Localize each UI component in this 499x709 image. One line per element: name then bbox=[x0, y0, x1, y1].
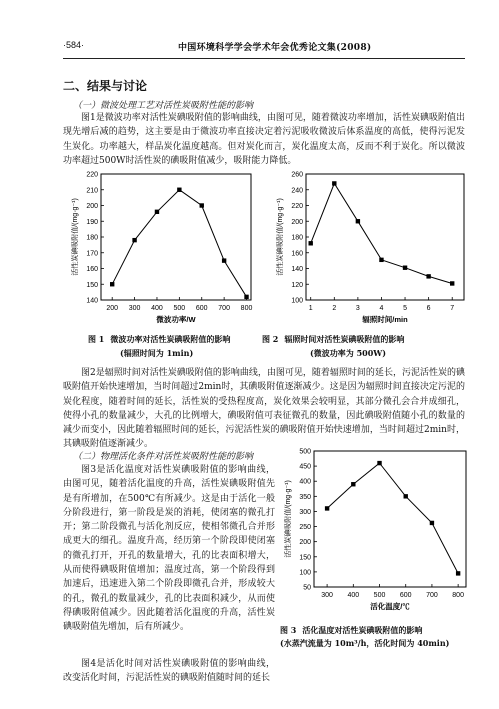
y-tick-label: 180 bbox=[86, 234, 98, 242]
paragraph-2: 图2是辐照时间对活性炭碘吸附值的影响曲线，由图可见，随着辐照时间的延长，污泥活性炭的碘吸附值开始快速增加，当时间超过2min时，其碘吸附值逐渐减少。这是因为辐照时间直接决定污泥的炭化程度，随着时间的延长，活性炭的受热程度高，炭化效果会较明显，其部分微孔会合并成细孔，使得小孔的数量减少，大孔的比例增大，碘吸附值可表征微孔的数量，因此碘吸附值随小孔的数量的减少而变小，因此随着辐照时间的延长，污泥活性炭的碘吸附值开始快速增加，当时间超过2min时，其碘吸附值逐渐减少。 bbox=[63, 368, 465, 450]
x-tick-label: 600 bbox=[399, 592, 412, 599]
x-tick-label: 800 bbox=[240, 305, 253, 312]
x-tick-label: 7 bbox=[450, 305, 455, 312]
series-line bbox=[311, 183, 453, 283]
data-point bbox=[200, 203, 204, 207]
y-tick-label: 220 bbox=[291, 203, 303, 210]
x-tick-label: 4 bbox=[379, 305, 384, 312]
x-tick-label: 1 bbox=[308, 305, 313, 312]
plot-frame bbox=[314, 451, 466, 587]
y-tick-label: 200 bbox=[291, 218, 303, 226]
figure-3-caption-text: 活化温度对活性炭碘吸附值的影响 bbox=[302, 625, 423, 635]
y-tick-label: 150 bbox=[299, 554, 311, 562]
figure-3-caption-sub: (水蒸汽流量为 10m³/h，活化时间为 40min) bbox=[280, 638, 450, 648]
data-point bbox=[325, 506, 329, 510]
y-tick-label: 240 bbox=[291, 187, 303, 195]
page-number: ·584· bbox=[63, 40, 85, 50]
data-point bbox=[222, 258, 226, 262]
data-point bbox=[426, 274, 430, 278]
series-line bbox=[327, 463, 458, 573]
data-point bbox=[450, 281, 454, 285]
paragraph-3: 图3是活化温度对活性炭碘吸附值的影响曲线，由图可见，随着活化温度的升高，活性炭碘吸附值先是有所增加，在500℃有所减少。这是由于活化一般分阶段进行，第一阶段是炭的消耗，使闭塞的微孔打开；第二阶段微孔与活化剂反应，使相邻微孔合并形成更大的细孔。温度升高，经历第一个阶段即使闭塞的微孔打开，开孔的数量增大，孔的比表面积增大，从而使得碘吸附值增加；温度过高，第一个阶段得到加速后，迅速进入第二个阶段即微孔合并，形成较大的孔，微孔的数量减少，孔的比表面积减少，从而使得碘吸附值减少。因此随着活化温度的升高，活性炭碘吸附值先增加，后有所减少。 bbox=[63, 465, 275, 633]
paragraph-4: 图4是活化时间对活性炭碘吸附值的影响曲线，改变活化时间，污泥活性炭的碘吸附值随时间的延长 bbox=[63, 659, 275, 684]
y-tick-label: 140 bbox=[291, 266, 303, 273]
y-tick-label: 100 bbox=[299, 569, 311, 577]
x-tick-label: 200 bbox=[106, 305, 119, 312]
data-point bbox=[332, 181, 336, 185]
x-axis-label: 微波功率/W bbox=[156, 315, 196, 324]
x-tick-label: 500 bbox=[373, 592, 386, 599]
x-axis-label: 活化温度/℃ bbox=[370, 602, 410, 611]
y-tick-label: 250 bbox=[299, 524, 311, 532]
y-tick-label: 170 bbox=[86, 250, 98, 258]
x-tick-label: 800 bbox=[452, 592, 464, 599]
x-tick-label: 500 bbox=[173, 305, 186, 312]
y-tick-label: 150 bbox=[86, 281, 98, 289]
data-point bbox=[244, 295, 248, 299]
figure-1-caption bbox=[88, 333, 248, 345]
paragraph-1: 图1是微波功率对活性炭碘吸附值的影响曲线，由图可见，随着微波功率增加，活性炭碘吸附值出现先增后减的趋势，这主要是由于微波功率直接决定着污泥吸收微波后体系温度的高低，使得污泥发生炭化。功率越大，样品炭化温度越高。但对炭化而言，炭化温度太高，反而不利于炭化。所以微波功率超过500W时活性炭的碘吸附值减少，吸附能力降低。 bbox=[63, 113, 465, 166]
section-title: 二、结果与讨论 bbox=[63, 79, 148, 93]
data-point bbox=[377, 461, 381, 465]
y-tick-label: 210 bbox=[86, 187, 98, 195]
data-point bbox=[379, 258, 383, 262]
figure-1-caption-sub: (辐照时间为 1min) bbox=[120, 348, 194, 358]
y-tick-label: 300 bbox=[299, 508, 311, 516]
data-point bbox=[155, 210, 159, 214]
y-tick-label: 160 bbox=[291, 250, 303, 258]
figure-3-caption bbox=[280, 624, 470, 636]
header-rule bbox=[63, 58, 465, 59]
x-tick-label: 600 bbox=[195, 305, 208, 312]
data-point bbox=[177, 188, 181, 192]
y-tick-label: 260 bbox=[291, 171, 303, 179]
figure-1-caption-text: 微波功率对活性炭碘吸附值的影响 bbox=[110, 334, 231, 344]
figure-2-number: 图 2 bbox=[262, 334, 279, 344]
x-tick-label: 400 bbox=[151, 305, 163, 312]
y-tick-label: 200 bbox=[86, 203, 98, 210]
x-tick-label: 5 bbox=[403, 305, 407, 312]
journal-title: 中国环境科学学会学术年会优秀论文集(2008) bbox=[178, 43, 372, 53]
y-tick-label: 400 bbox=[299, 478, 311, 486]
x-tick-label: 400 bbox=[347, 592, 360, 599]
y-tick-label: 190 bbox=[86, 218, 98, 226]
figure-1-number: 图 1 bbox=[88, 334, 105, 344]
figure-3-number: 图 3 bbox=[280, 625, 297, 635]
y-tick-label: 200 bbox=[299, 539, 311, 547]
y-tick-label: 140 bbox=[86, 297, 98, 305]
data-point bbox=[403, 266, 407, 270]
y-tick-label: 180 bbox=[291, 234, 303, 242]
figure-2-chart bbox=[268, 168, 468, 328]
x-tick-label: 300 bbox=[321, 592, 333, 599]
y-tick-label: 220 bbox=[86, 171, 98, 179]
data-point bbox=[132, 238, 136, 242]
data-point bbox=[309, 241, 313, 245]
series-line bbox=[112, 190, 246, 297]
x-tick-label: 2 bbox=[332, 305, 337, 312]
figure-3-chart bbox=[280, 445, 470, 617]
figure-1-chart bbox=[63, 168, 255, 328]
figure-2-caption bbox=[262, 333, 462, 345]
y-tick-label: 350 bbox=[299, 493, 311, 501]
page-header bbox=[63, 40, 465, 54]
y-axis-label: 活性炭碘吸附值/(mg·g⁻¹) bbox=[285, 480, 292, 558]
figure-2-caption-text: 辐照时间对活性炭碘吸附值的影响 bbox=[284, 334, 405, 344]
data-point bbox=[404, 494, 408, 498]
y-tick-label: 50 bbox=[303, 584, 311, 592]
plot-frame bbox=[306, 174, 464, 300]
x-tick-label: 6 bbox=[426, 305, 431, 312]
y-tick-label: 500 bbox=[299, 448, 311, 456]
x-tick-label: 700 bbox=[218, 305, 230, 312]
x-tick-label: 300 bbox=[128, 305, 141, 312]
y-axis-label: 活性炭碘吸附值/(mg·g⁻¹) bbox=[277, 198, 284, 276]
subsection-title-2: （二）物理活化条件对活性炭吸附性能的影响 bbox=[73, 452, 254, 462]
x-tick-label: 3 bbox=[355, 305, 360, 312]
data-point bbox=[356, 219, 360, 223]
x-axis-label: 辐照时间/min bbox=[362, 315, 408, 324]
subsection-title-1: （一）微波处理工艺对活性炭吸附性能的影响 bbox=[73, 101, 254, 111]
y-tick-label: 160 bbox=[86, 266, 98, 273]
data-point bbox=[430, 521, 434, 525]
x-tick-label: 700 bbox=[426, 592, 438, 599]
figure-2-caption-sub: (微波功率为 500W) bbox=[310, 348, 387, 358]
y-tick-label: 450 bbox=[299, 463, 311, 471]
y-axis-label: 活性炭碘吸附值/(mg·g⁻¹) bbox=[72, 198, 79, 276]
y-tick-label: 100 bbox=[291, 297, 303, 305]
y-tick-label: 120 bbox=[291, 281, 303, 289]
data-point bbox=[456, 571, 460, 575]
data-point bbox=[110, 282, 114, 286]
data-point bbox=[351, 482, 355, 486]
